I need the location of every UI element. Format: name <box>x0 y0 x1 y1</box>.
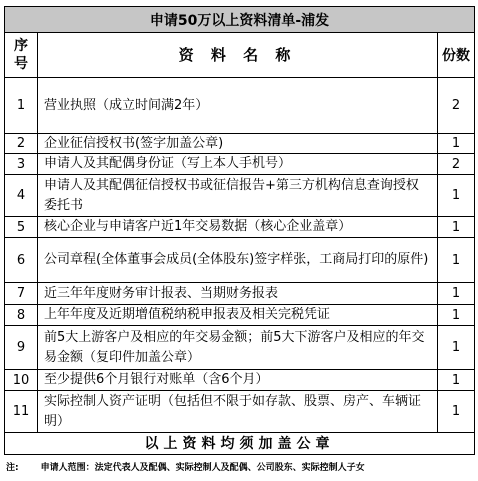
row-name: 申请人及其配偶征信授权书或征信报告+第三方机构信息查询授权委托书 <box>38 175 438 216</box>
note-label: 注: <box>6 463 19 473</box>
header-count: 份数 <box>442 48 470 64</box>
row-no: 11 <box>5 391 38 432</box>
row-count: 1 <box>451 286 461 301</box>
row-count: 1 <box>451 404 461 419</box>
header-no: 序号 <box>5 33 38 77</box>
table-row <box>5 217 474 238</box>
row-no: 4 <box>5 175 38 216</box>
row-name: 近三年年度财务审计报表、当期财务报表 <box>38 283 438 304</box>
row-count: 1 <box>451 307 461 323</box>
note-text: 申请人范围：法定代表人及配偶、实际控制人及配偶、公司股东、实际控制人子女 <box>40 463 365 473</box>
checklist-table <box>4 6 475 455</box>
row-no: 8 <box>5 305 38 325</box>
table-row <box>5 391 474 433</box>
applicant-note <box>6 460 476 473</box>
table-row <box>5 238 474 283</box>
row-no: 6 <box>5 238 38 282</box>
table-row <box>5 370 474 391</box>
header-name: 资 料 名 称 <box>38 33 438 77</box>
table-row <box>5 78 474 134</box>
row-count: 1 <box>451 340 461 355</box>
row-count: 2 <box>451 156 461 172</box>
row-count: 1 <box>451 188 461 203</box>
row-name: 上年年度及近期增值税纳税申报表及相关完税凭证 <box>38 305 438 325</box>
table-row <box>5 134 474 154</box>
table-row <box>5 283 474 305</box>
row-name: 申请人及其配偶身份证（写上本人手机号） <box>38 154 438 174</box>
row-count: 1 <box>451 372 461 388</box>
row-no: 1 <box>5 78 38 133</box>
row-name: 企业征信授权书(签字加盖公章) <box>38 134 438 153</box>
table-row <box>5 175 474 217</box>
table-row <box>5 154 474 175</box>
table-title: 申请50万以上资料清单-浦发 <box>5 7 474 33</box>
row-count: 1 <box>451 136 461 151</box>
row-count: 1 <box>451 252 461 268</box>
row-name: 核心企业与申请客户近1年交易数据（核心企业盖章） <box>38 217 438 237</box>
table-row <box>5 326 474 370</box>
row-name: 前5大上游客户及相应的年交易金额；前5大下游客户及相应的年交易金额（复印件加盖公章） <box>38 326 438 369</box>
row-name: 公司章程(全体董事会成员(全体股东)签字样张，工商局打印的原件) <box>38 238 438 282</box>
row-no: 9 <box>5 326 38 369</box>
row-name: 实际控制人资产证明（包括但不限于如存款、股票、房产、车辆证明） <box>38 391 438 432</box>
table-header-row <box>5 33 474 78</box>
stamp-requirement: 以上资料均须加盖公章 <box>144 436 335 452</box>
row-no: 3 <box>5 154 38 174</box>
row-name: 至少提供6个月银行对账单（含6个月） <box>38 370 438 390</box>
table-row <box>5 305 474 326</box>
row-count: 2 <box>451 98 461 113</box>
row-no: 5 <box>5 217 38 237</box>
row-count: 1 <box>451 219 461 235</box>
row-no: 7 <box>5 283 38 304</box>
row-no: 10 <box>5 370 38 390</box>
row-name: 营业执照（成立时间满2年） <box>38 78 438 133</box>
row-no: 2 <box>5 134 38 153</box>
